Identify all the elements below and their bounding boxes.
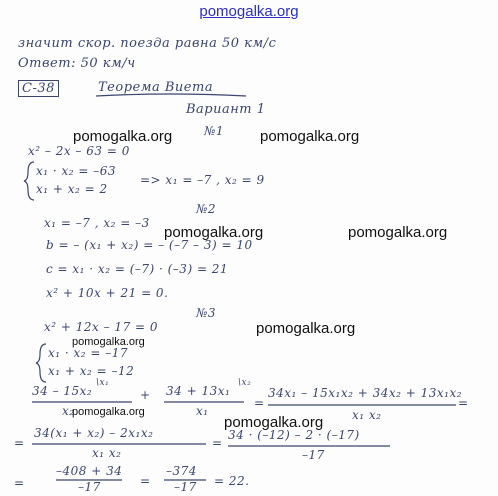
watermark-2: pomogalka.org [260,128,360,145]
task-2-c: c = x₁ · x₂ = (–7) · (–3) = 21 [46,262,229,276]
system-1-brace [24,162,34,200]
fraction-7-numerator: –374 [166,464,197,478]
fraction-1-multiplier: \x₁ [96,378,110,388]
task-3-equation: x² + 12x – 17 = 0 [44,320,159,334]
site-watermark-top[interactable]: pomogalka.org [199,3,299,20]
fraction-5-numerator: 34 · (–12) – 2 · (–17) [228,428,360,442]
answer-line-2: Ответ: 50 км/ч [18,56,136,71]
task-1-number: №1 [204,124,224,138]
task-3-system-sum: x₁ + x₂ = –12 [48,364,135,378]
title-underline [96,94,246,96]
equals-sign-4: = [212,436,223,450]
watermark-6: pomogalka.org [72,336,145,348]
fraction-7-denominator: –17 [174,480,197,494]
task-3-number: №3 [196,306,216,320]
fraction-2-denominator: x₁ [196,404,209,418]
watermark-7: pomogalka.org [72,406,145,418]
fraction-3-numerator: 34x₁ – 15x₁x₂ + 34x₂ + 13x₁x₂ [268,386,463,400]
answer-line-1: значит скор. поезда равна 50 км/с [18,36,277,51]
task-3-system-product: x₁ · x₂ = –17 [48,346,129,360]
task-1-equation: x² – 2x – 63 = 0 [28,144,130,158]
final-answer: = 22. [214,474,250,488]
task-1-system-product: x₁ · x₂ = –63 [36,164,117,178]
task-2-equation: x² + 10x + 21 = 0. [46,286,169,300]
topic-title: Теорема Виета [98,80,214,95]
task-2-number: №2 [196,202,216,216]
fraction-2-numerator: 34 + 13x₁ [166,384,231,398]
watermark-5: pomogalka.org [256,320,356,337]
task-1-result: => x₁ = –7 , x₂ = 9 [140,173,265,187]
watermark-3: pomogalka.org [164,224,264,241]
task-2-roots: x₁ = –7 , x₂ = –3 [44,216,150,230]
equals-sign-1: = [254,396,265,410]
watermark-4: pomogalka.org [348,224,448,241]
fraction-1-denominator: x₂ [62,404,75,418]
system-3-brace [36,344,46,382]
fraction-6-numerator: –408 + 34 [56,464,123,478]
section-label: С-38 [18,80,59,97]
task-2-b: b = – (x₁ + x₂) = – (–7 – 3) = 10 [46,238,253,252]
fraction-2-multiplier: \x₂ [238,378,252,388]
fraction-6-denominator: –17 [78,480,101,494]
plus-sign-1: + [140,388,151,402]
equals-sign-6: = [140,474,151,488]
watermark-8: pomogalka.org [224,414,324,431]
watermark-1: pomogalka.org [73,128,173,145]
equals-sign-2: = [458,396,469,410]
equals-sign-3: = [14,436,25,450]
variant-title: Вариант 1 [186,102,266,117]
fraction-3-denominator: x₁ x₂ [352,408,382,422]
equals-sign-5: = [14,476,25,490]
task-1-system-sum: x₁ + x₂ = 2 [36,182,108,196]
fraction-4-numerator: 34(x₁ + x₂) – 2x₁x₂ [34,426,154,440]
fraction-4-denominator: x₁ x₂ [92,446,122,460]
fraction-1-numerator: 34 – 15x₂ [32,384,93,398]
fraction-5-denominator: –17 [302,448,325,462]
